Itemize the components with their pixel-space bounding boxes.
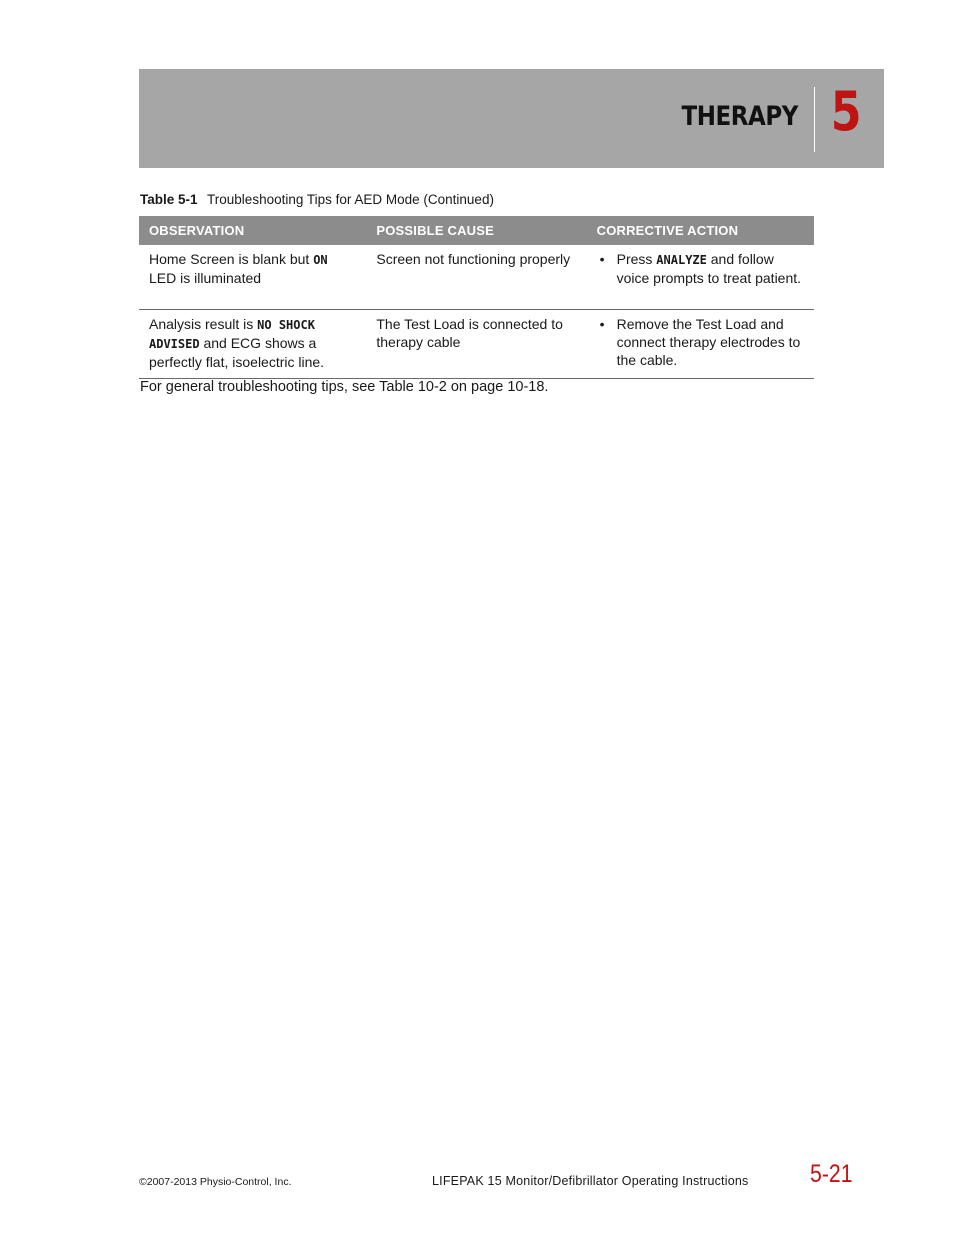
observation-keyword: ON — [313, 253, 328, 267]
bullet-marker: • — [599, 316, 605, 332]
table-row — [139, 245, 814, 310]
chapter-divider — [814, 87, 815, 152]
table-caption — [140, 192, 494, 207]
bullet-marker: • — [599, 251, 605, 267]
corrective-action-cell — [587, 310, 814, 379]
corrective-action-cell — [587, 245, 814, 310]
table-header-row — [139, 216, 814, 245]
table-caption-label: Table 5-1 — [140, 192, 198, 207]
manual-title: LIFEPAK 15 Monitor/Defibrillator Operating Instructions — [432, 1174, 749, 1188]
observation-keyword: NO SHOCK ADVISED — [149, 318, 315, 351]
chapter-header-band — [139, 69, 884, 168]
action-text: Remove the Test Load and connect therapy electrodes to the cable. — [616, 316, 801, 368]
possible-cause-cell: Screen not functioning properly — [366, 245, 586, 310]
possible-cause-cell: The Test Load is connected to therapy cable — [366, 310, 586, 379]
table-row — [139, 310, 814, 379]
chapter-title: THERAPY — [681, 101, 798, 132]
observation-cell — [139, 310, 366, 379]
column-header-observation: OBSERVATION — [139, 216, 366, 245]
page-number: 5-21 — [810, 1160, 853, 1188]
troubleshooting-reference-note: For general troubleshooting tips, see Table 10-2 on page 10-18. — [140, 379, 549, 395]
observation-text-continued: and ECG shows a perfectly flat, isoelectric line. — [149, 335, 325, 370]
observation-text: Analysis result is — [149, 316, 258, 332]
action-keyword: ANALYZE — [656, 253, 707, 267]
action-text-continued: and follow voice prompts to treat patient. — [616, 251, 802, 286]
chapter-number: 5 — [831, 80, 862, 143]
copyright-notice: ©2007-2013 Physio-Control, Inc. — [139, 1176, 292, 1188]
observation-text-continued: LED is illuminated — [149, 270, 262, 286]
action-text: Press — [616, 251, 657, 267]
table-caption-text: Troubleshooting Tips for AED Mode (Continued) — [207, 192, 494, 207]
observation-cell — [139, 245, 366, 310]
column-header-corrective-action: CORRECTIVE ACTION — [587, 216, 814, 245]
column-header-possible-cause: POSSIBLE CAUSE — [366, 216, 586, 245]
observation-text: Home Screen is blank but — [149, 251, 314, 267]
troubleshooting-table — [139, 216, 814, 379]
